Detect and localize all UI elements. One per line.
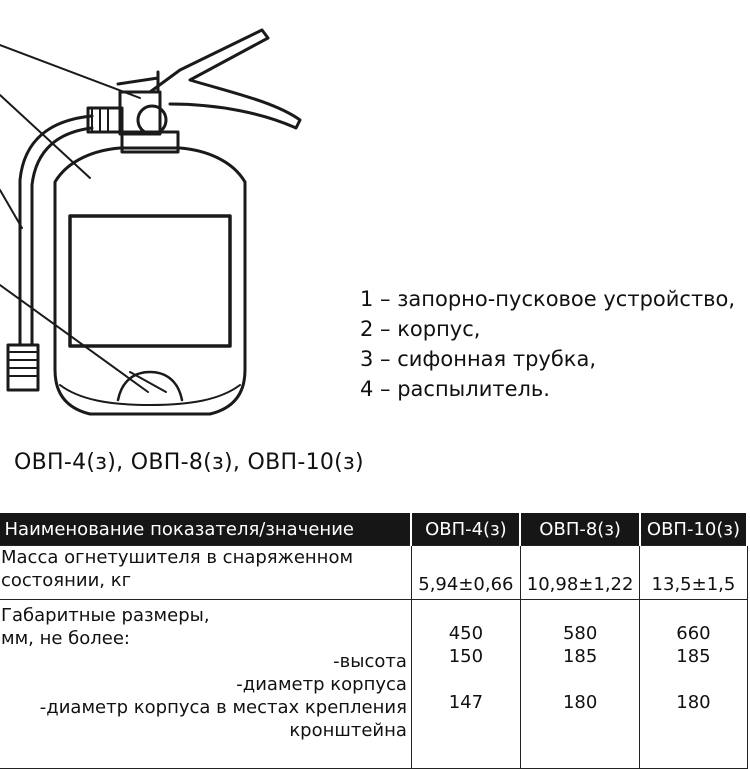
dims-ovp8: 580 185 180 [520, 600, 640, 769]
leader-line-1 [0, 45, 140, 98]
header-ovp10: ОВП-10(з) [640, 513, 747, 546]
header-name: Наименование показателя/значение [0, 513, 411, 546]
header-ovp8: ОВП-8(з) [520, 513, 640, 546]
table-header-row [0, 513, 747, 546]
dims-ovp4: 450 150 147 [411, 600, 520, 769]
specs-table [0, 513, 748, 769]
legend-item-1: 1 – запорно-пусковое устройство, [360, 287, 736, 311]
valve-knob [138, 106, 166, 134]
mass-ovp10: 13,5±1,5 [640, 546, 747, 600]
mass-ovp8: 10,98±1,22 [520, 546, 640, 600]
mass-ovp4: 5,94±0,66 [411, 546, 520, 600]
dims-ovp10: 660 185 180 [640, 600, 747, 769]
legend-item-4: 4 – распылитель. [360, 377, 550, 401]
table-row [0, 546, 747, 600]
parts-legend [360, 284, 735, 404]
base-ring [60, 385, 240, 405]
diameter-label: -диаметр корпуса [236, 674, 407, 695]
legend-item-2: 2 – корпус, [360, 317, 481, 341]
leader-line-2 [0, 95, 90, 178]
handle-lever [150, 30, 300, 128]
label-panel [70, 216, 230, 346]
model-caption: ОВП-4(з), ОВП-8(з), ОВП-10(з) [14, 450, 364, 475]
mass-label: Масса огнетушителя в снаряженном состоянии, кг [0, 546, 411, 600]
mount-label: -диаметр корпуса в местах крепления [39, 697, 407, 718]
extinguisher-body [55, 148, 245, 414]
table-row [0, 600, 747, 769]
legend-item-3: 3 – сифонная трубка, [360, 347, 597, 371]
header-ovp4: ОВП-4(з) [411, 513, 520, 546]
dims-label: Габаритные размеры, мм, не более: -высота -диаметр корпуса -диаметр корпуса в местах крепления кронштейна [0, 600, 411, 769]
height-label: -высота [333, 651, 407, 672]
